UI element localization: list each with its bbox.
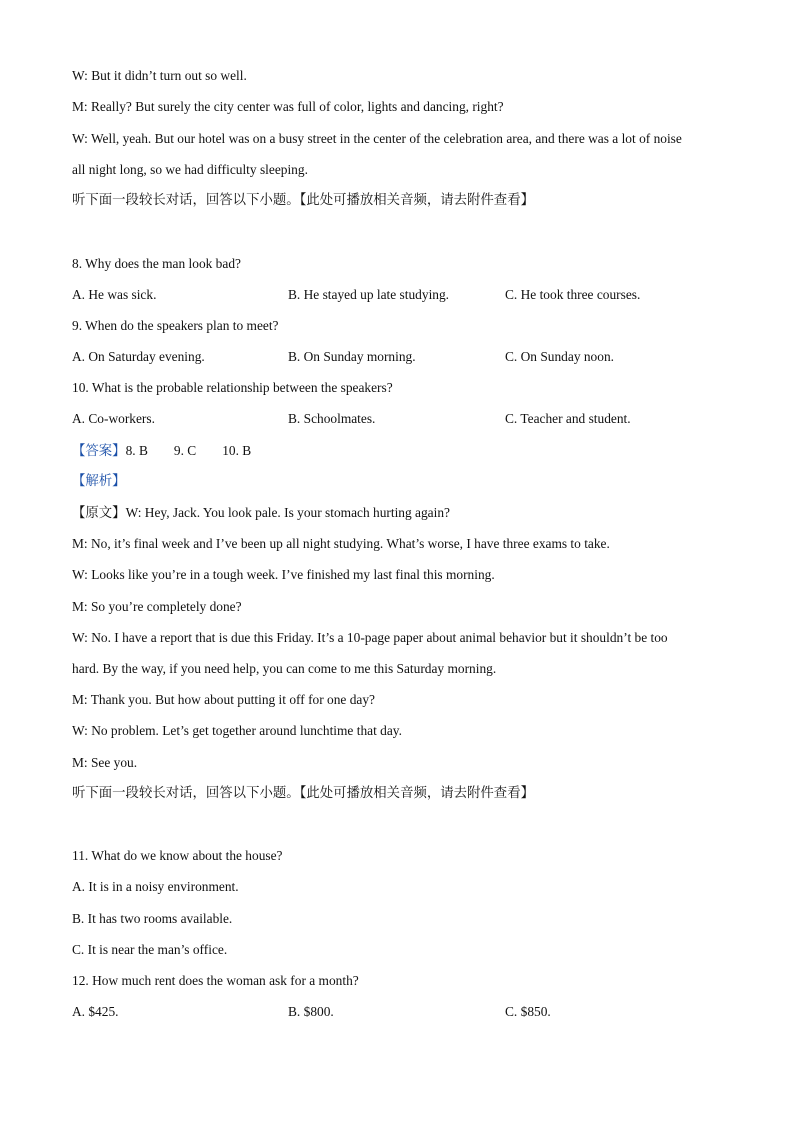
option-b: B. He stayed up late studying.: [288, 287, 450, 302]
option-c: C. He took three courses.: [505, 287, 641, 302]
dialog-line: W: Well, yeah. But our hotel was on a busy street in the center of the celebration area, and there was a lot of noise: [72, 131, 682, 146]
option-a: A. $425.: [72, 1004, 119, 1019]
options-9: [72, 349, 772, 365]
option-a: A. On Saturday evening.: [72, 349, 205, 364]
answer-tag: 【答案】: [72, 444, 126, 459]
options-8: [72, 287, 772, 303]
answer-item: 10. B: [222, 443, 252, 458]
option-a: A. Co-workers.: [72, 411, 155, 426]
question-9: 9. When do the speakers plan to meet?: [72, 318, 279, 333]
transcript-tag: 【原文】: [72, 506, 126, 521]
transcript-line: W: No problem. Let’s get together around lunchtime that day.: [72, 723, 402, 738]
transcript-text: W: Hey, Jack. You look pale. Is your stomach hurting again?: [125, 505, 450, 520]
option-c: C. It is near the man’s office.: [72, 942, 228, 957]
option-b: B. Schoolmates.: [288, 411, 376, 426]
transcript-line: W: No. I have a report that is due this Friday. It’s a 10-page paper about animal behavior but it shouldn’t be too: [72, 630, 668, 645]
option-a: A. He was sick.: [72, 287, 157, 302]
transcript-line: M: So you’re completely done?: [72, 599, 242, 614]
option-b: B. It has two rooms available.: [72, 911, 233, 926]
question-11: 11. What do we know about the house?: [72, 848, 283, 863]
analysis-tag: 【解析】: [72, 474, 126, 489]
dialog-line: M: Really? But surely the city center was full of color, lights and dancing, right?: [72, 99, 504, 114]
listening-instruction: 听下面一段较长对话，回答以下小题。【此处可播放相关音频，请去附件查看】: [72, 786, 534, 801]
listening-instruction: 听下面一段较长对话，回答以下小题。【此处可播放相关音频，请去附件查看】: [72, 193, 534, 208]
option-c: C. Teacher and student.: [505, 411, 631, 426]
option-c: C. $850.: [505, 1004, 551, 1019]
options-10: [72, 411, 772, 427]
option-a: A. It is in a noisy environment.: [72, 879, 239, 894]
answer-item: 8. B: [125, 443, 148, 458]
dialog-line: W: But it didn’t turn out so well.: [72, 68, 247, 83]
transcript-line: M: See you.: [72, 755, 138, 770]
option-b: B. $800.: [288, 1004, 334, 1019]
transcript-line: hard. By the way, if you need help, you can come to me this Saturday morning.: [72, 661, 497, 676]
question-10: 10. What is the probable relationship between the speakers?: [72, 380, 393, 395]
transcript-line: M: No, it’s final week and I’ve been up all night studying. What’s worse, I have three exams to take.: [72, 536, 610, 551]
question-12: 12. How much rent does the woman ask for a month?: [72, 973, 359, 988]
question-8: 8. Why does the man look bad?: [72, 256, 241, 271]
option-b: B. On Sunday morning.: [288, 349, 416, 364]
dialog-line: all night long, so we had difficulty sleeping.: [72, 162, 308, 177]
option-c: C. On Sunday noon.: [505, 349, 614, 364]
options-12: [72, 1004, 772, 1020]
answer-line: [72, 443, 251, 460]
answer-item: 9. C: [173, 443, 197, 458]
transcript-first-line: [72, 505, 450, 522]
transcript-line: W: Looks like you’re in a tough week. I’ve finished my last final this morning.: [72, 567, 495, 582]
transcript-line: M: Thank you. But how about putting it off for one day?: [72, 692, 375, 707]
